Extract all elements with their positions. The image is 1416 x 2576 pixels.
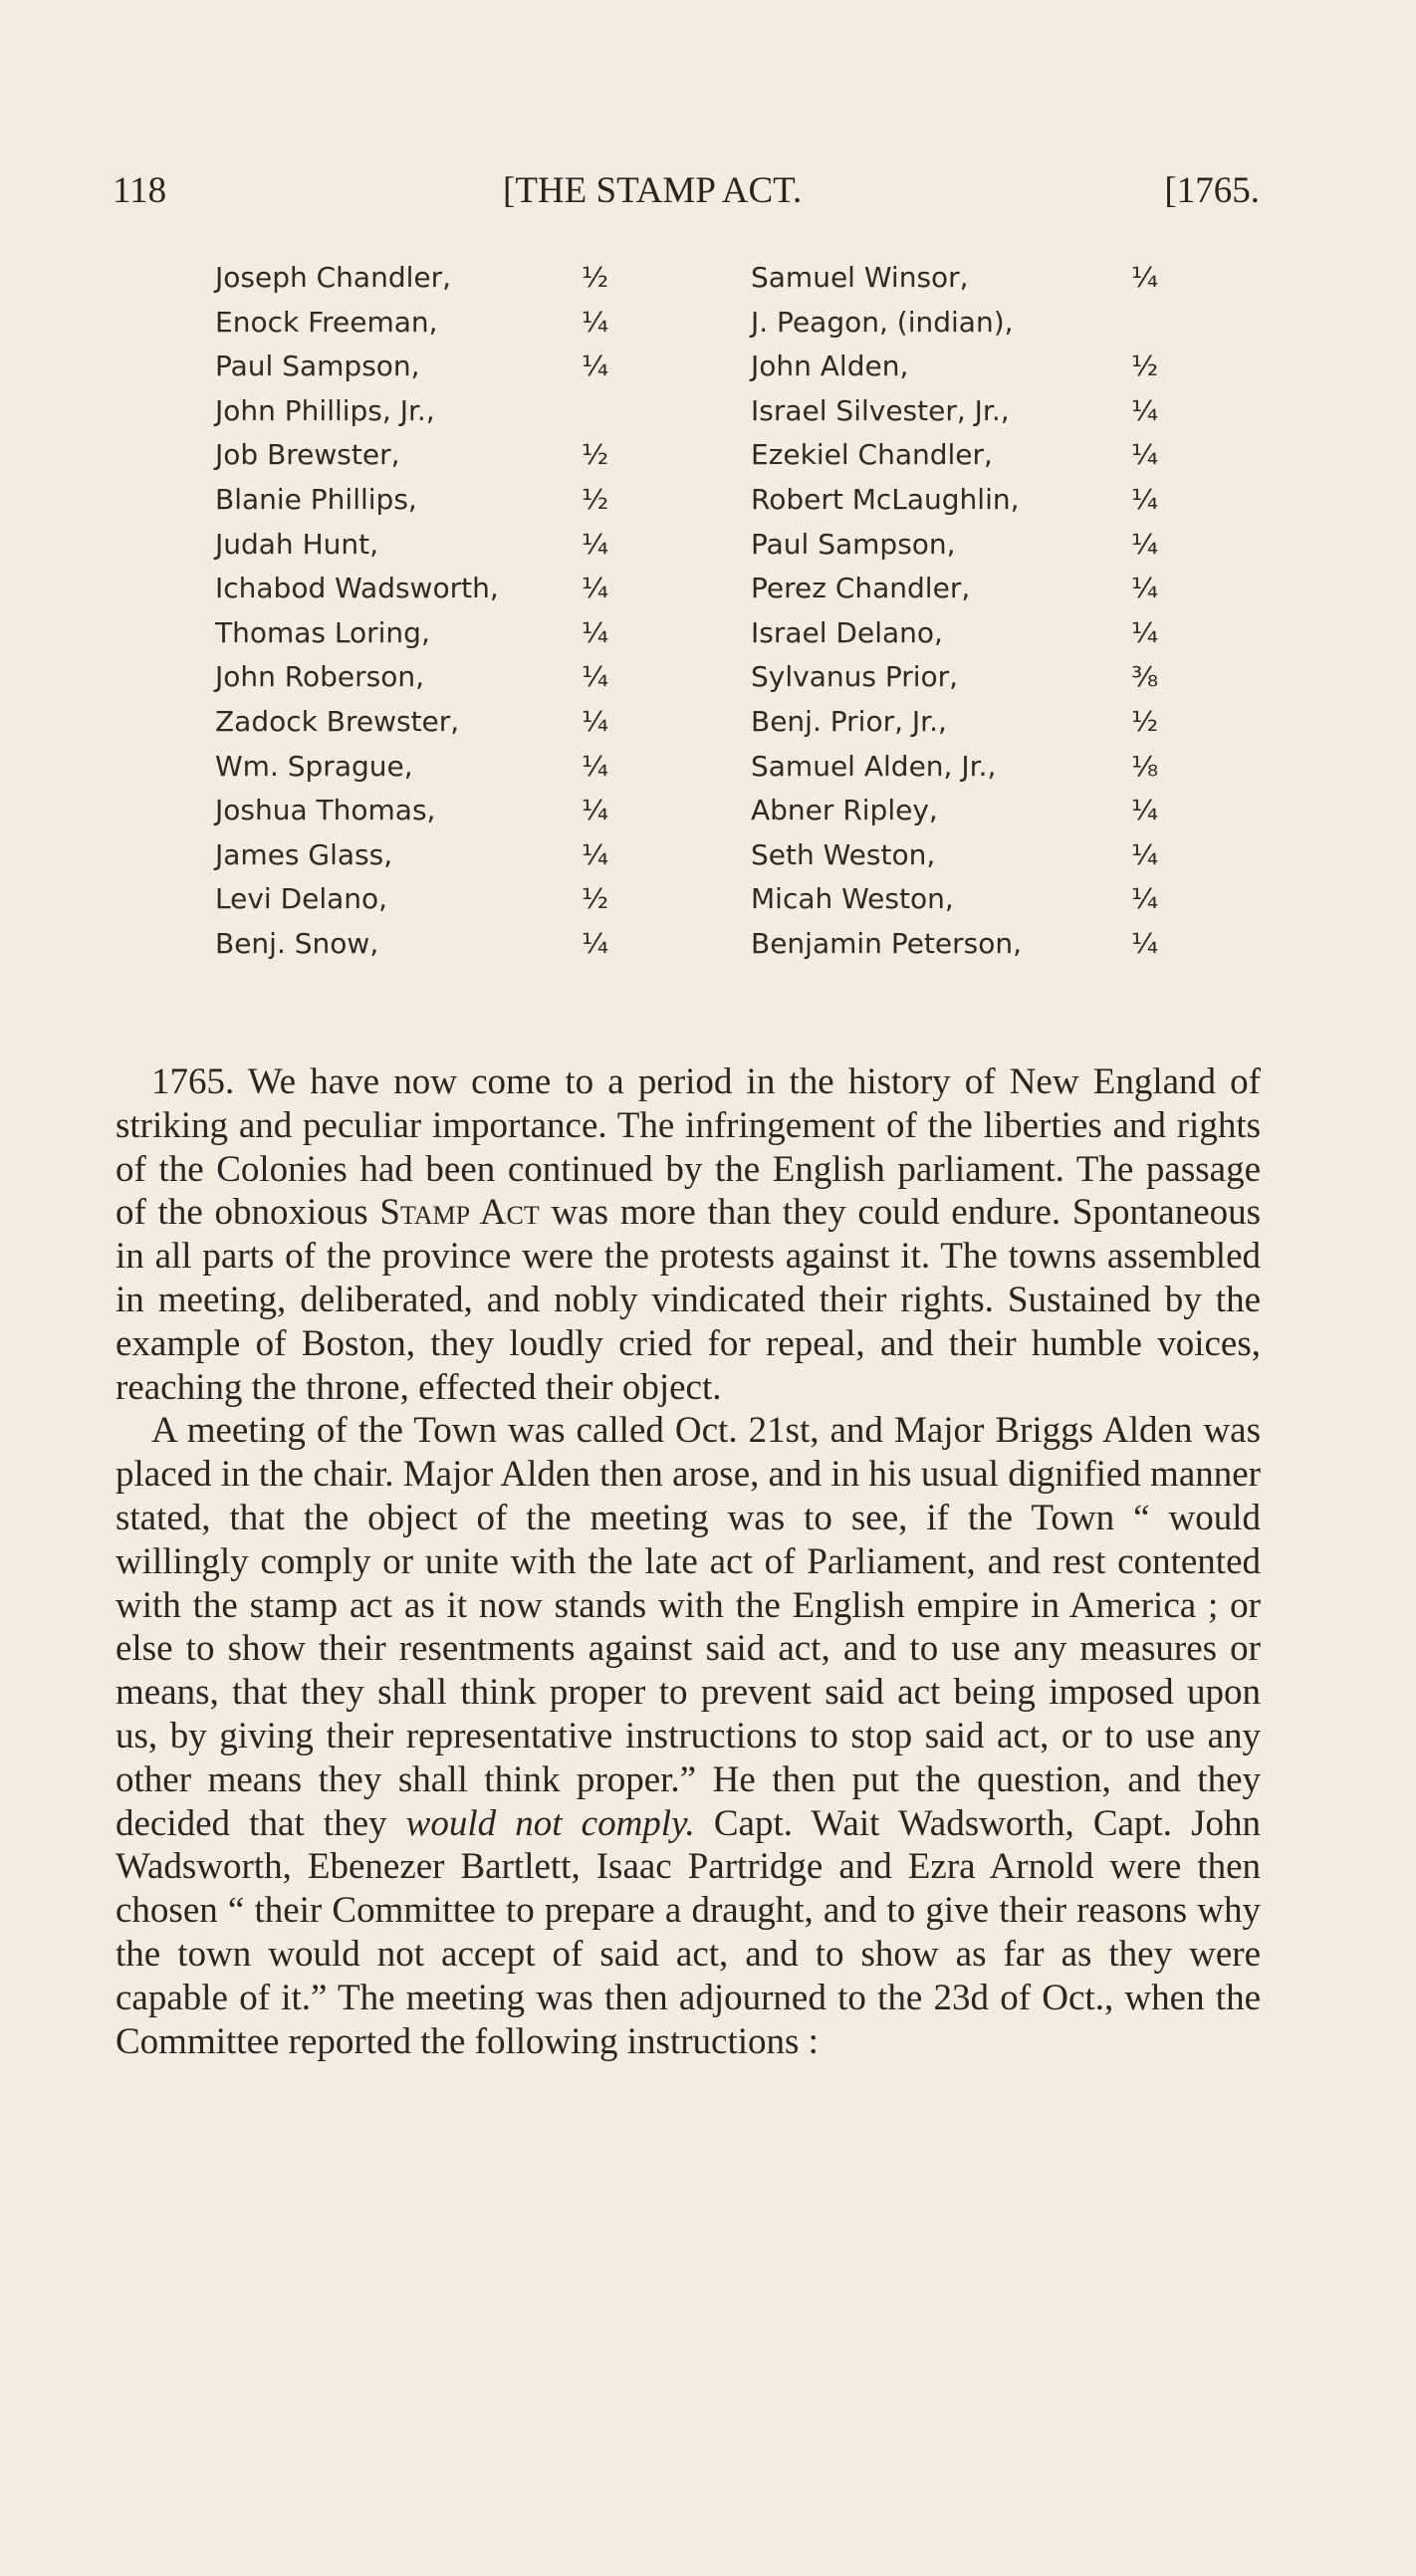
left-share: ¼ <box>582 660 609 694</box>
right-share: ¼ <box>1131 527 1159 561</box>
paragraph-text: 1765. We have now come to a period in the history of New England of striking and peculiar importance. The infringement of the liberties and rights of the Colonies had been continued by the English parliament. The passage of the obnoxious <box>116 1061 1261 1234</box>
right-share: ¼ <box>1131 438 1159 472</box>
right-share: ¼ <box>1131 261 1159 294</box>
left-share: ¼ <box>582 350 609 383</box>
right-share: ⅛ <box>1131 749 1159 783</box>
subscriber-list <box>215 261 1171 972</box>
paragraph-text: was more than they could endure. Spontaneous in all parts of the province were the protests against it. The towns assembled in meeting, deliberated, and nobly vindicated their rights. Sustained by the example of Boston, they loudly cried for repeal, and their humble voices, reaching the throne, effected their object. <box>116 1192 1262 1408</box>
list-row <box>215 306 1171 351</box>
right-share: ¼ <box>1131 572 1159 605</box>
right-name: J. Peagon, (indian), <box>751 305 1014 339</box>
right-share: ¼ <box>1131 393 1159 427</box>
right-name: Perez Chandler, <box>751 572 971 605</box>
left-name: Paul Sampson, <box>215 350 420 383</box>
left-share: ¼ <box>582 704 609 738</box>
list-row <box>215 572 1171 616</box>
running-title: [THE STAMP ACT. <box>503 170 803 211</box>
left-name: John Phillips, Jr., <box>215 393 435 427</box>
list-row <box>215 838 1171 883</box>
right-name: Paul Sampson, <box>751 527 956 561</box>
left-share: ½ <box>582 882 609 916</box>
paragraph-text: Capt. Wait Wadsworth, Capt. John Wadsworth, Ebenezer Bartlett, Isaac Partridge and Ezra Arnold were then chosen “ their Committee to prepare a draught, and to give their reasons why the town would not accept of said act, and to show as far as they were capable of it.” The meeting was then adjourned to the 23d of Oct., when the Committee reported the following instructions : <box>116 1802 1261 2062</box>
left-name: Ichabod Wadsworth, <box>215 572 499 605</box>
left-name: Job Brewster, <box>215 438 400 472</box>
right-name: Ezekiel Chandler, <box>751 438 993 472</box>
right-share: ⅜ <box>1131 660 1159 694</box>
left-share: ¼ <box>582 837 609 871</box>
right-share: ¼ <box>1131 482 1159 516</box>
list-row <box>215 350 1171 394</box>
running-header <box>113 169 1260 225</box>
left-name: Blanie Phillips, <box>215 482 417 516</box>
right-name: Benjamin Peterson, <box>751 926 1023 960</box>
body-text <box>116 1060 1261 2063</box>
right-name: Israel Delano, <box>751 615 943 649</box>
list-row <box>215 794 1171 838</box>
left-name: Zadock Brewster, <box>215 704 460 738</box>
list-row <box>215 438 1171 483</box>
list-row <box>215 882 1171 927</box>
right-share: ¼ <box>1131 837 1159 871</box>
right-name: Abner Ripley, <box>751 794 938 827</box>
stamp-act-smallcaps: Stamp Act <box>379 1192 540 1234</box>
list-row <box>215 750 1171 795</box>
list-row <box>215 261 1171 306</box>
left-name: Joseph Chandler, <box>215 261 452 294</box>
right-share: ¼ <box>1131 926 1159 960</box>
left-share: ¼ <box>582 572 609 605</box>
left-name: Joshua Thomas, <box>215 794 436 827</box>
right-share: ¼ <box>1131 882 1159 916</box>
right-name: Israel Silvester, Jr., <box>751 393 1010 427</box>
left-share: ¼ <box>582 794 609 827</box>
right-name: Benj. Prior, Jr., <box>751 704 947 738</box>
right-name: Robert McLaughlin, <box>751 482 1020 516</box>
left-share: ½ <box>582 438 609 472</box>
running-year: [1765. <box>1164 170 1260 211</box>
left-name: Wm. Sprague, <box>215 749 413 783</box>
left-name: John Roberson, <box>215 660 424 694</box>
list-row <box>215 705 1171 750</box>
page-number: 118 <box>113 170 167 211</box>
left-share: ¼ <box>582 615 609 649</box>
left-share: ¼ <box>582 749 609 783</box>
paragraph <box>116 1409 1261 2063</box>
paragraph-text: A meeting of the Town was called Oct. 21st, and Major Briggs Alden was placed in the chair. Major Alden then arose, and in his usual dignified manner stated, that the object of the meeting was to see, if the Town “ would willingly comply or unite with the late act of Parliament, and rest contented with the stamp act as it now stands with the English empire in America ; or else to show their resentments against said act, and to use any measures or means, that they shall think proper to prevent said act being imposed upon us, by giving their representative instructions to stop said act, or to use any other means they shall think proper.” He then put the question, and they decided that they <box>116 1410 1261 1844</box>
left-share: ½ <box>582 261 609 294</box>
right-name: Sylvanus Prior, <box>751 660 959 694</box>
left-name: Benj. Snow, <box>215 926 379 960</box>
left-name: Enock Freeman, <box>215 305 438 339</box>
right-name: Micah Weston, <box>751 882 954 916</box>
left-name: Judah Hunt, <box>215 527 379 561</box>
left-share: ¼ <box>582 305 609 339</box>
left-share: ¼ <box>582 926 609 960</box>
right-share: ½ <box>1131 350 1159 383</box>
list-row <box>215 528 1171 573</box>
right-name: Seth Weston, <box>751 837 936 871</box>
right-name: Samuel Winsor, <box>751 261 969 294</box>
left-name: Levi Delano, <box>215 882 388 916</box>
left-name: James Glass, <box>215 837 393 871</box>
list-row <box>215 394 1171 439</box>
right-name: John Alden, <box>751 350 909 383</box>
right-share: ¼ <box>1131 615 1159 649</box>
paragraph <box>116 1060 1261 1409</box>
italic-phrase: would not comply. <box>405 1802 695 1844</box>
left-share: ¼ <box>582 527 609 561</box>
right-share: ¼ <box>1131 794 1159 827</box>
left-name: Thomas Loring, <box>215 615 430 649</box>
right-name: Samuel Alden, Jr., <box>751 749 997 783</box>
list-row <box>215 660 1171 705</box>
right-share: ½ <box>1131 704 1159 738</box>
left-share: ½ <box>582 482 609 516</box>
list-row <box>215 483 1171 528</box>
list-row <box>215 927 1171 972</box>
list-row <box>215 616 1171 661</box>
